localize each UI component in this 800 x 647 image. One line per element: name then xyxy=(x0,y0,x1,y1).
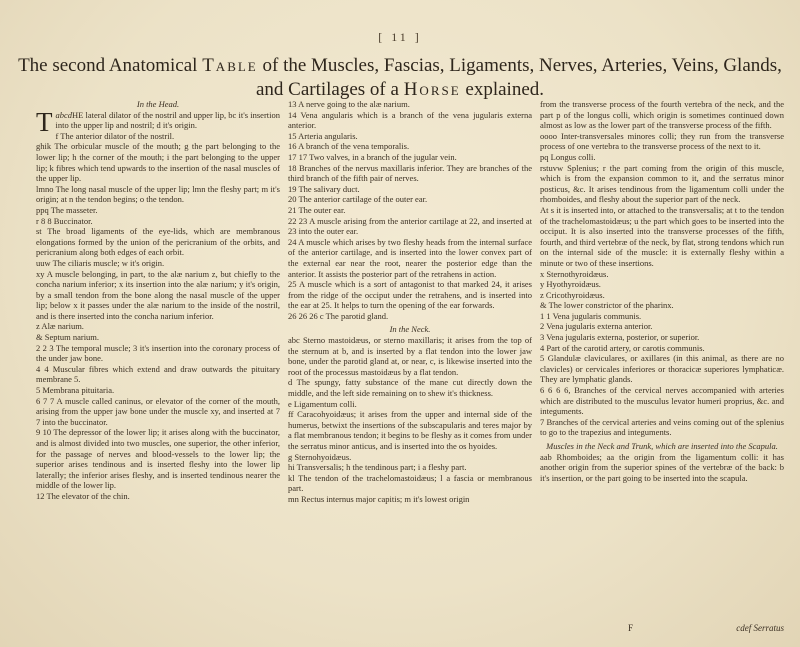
title-line-1: The second Anatomical Table of the Muscles, Fascias, Ligaments, Nerves, Arteries, Veins, Glands, xyxy=(18,55,782,76)
paragraph: ghik The orbicular muscle of the mouth; g the part belonging to the lower lip; h the corner of the mouth; i the part belonging to the upper lip; k fibres which tend upwards to the insertion of the nasal muscles of the upper lip. xyxy=(36,141,280,184)
section-heading-scapula: Muscles in the Neck and Trunk, which are inserted into the Scapula. xyxy=(546,441,778,451)
section-heading-neck: In the Neck. xyxy=(389,324,431,335)
paragraph: 5 Membrana pituitaria. xyxy=(36,385,115,396)
column-3 xyxy=(540,99,784,483)
page-number: [ 11 ] xyxy=(378,30,422,44)
catchword: cdef Serratus xyxy=(736,623,784,633)
paragraph: 5 Glandulæ claviculares, or axillares (in this animal, as there are no clavicles) or cervicales inferiores or thoracicæ superiores lymphaticæ. They are lymphatic glands. xyxy=(540,353,784,385)
paragraph: 2 2 3 The temporal muscle; 3 it's insertion into the coronary process of the under jaw bone. xyxy=(36,342,280,364)
paragraph: x Sternothyroidæus. xyxy=(540,268,609,279)
paragraph: 6 6 6 6, Branches of the cervical nerves accompanied with arteries which are distributed to the musculus levator humeri proprius, &c. and integuments. xyxy=(540,385,784,417)
paragraph: 13 A nerve going to the alæ narium. xyxy=(288,99,410,109)
paragraph: z Cricothyroidæus. xyxy=(540,289,605,300)
paragraph: 22 23 A muscle arising from the anterior cartilage at 22, and inserted at 23 into the outer ear. xyxy=(288,215,532,237)
paragraph: 18 Branches of the nervus maxillaris inferior. They are branches of the third branch of the fifth pair of nerves. xyxy=(288,162,532,184)
paragraph: rstuvw Splenius; r the part coming from the origin of this muscle, which is from the expansion common to it, and the serratus minor posticus, &c. It arises tendinous from the ligamentum colli under the rhomboides, and fleshy about the superior part of the neck. xyxy=(540,162,784,205)
paragraph: oooo Inter-transversales minores colli; they run from the transverse process of one vertebra to the transverse process of the next to it. xyxy=(540,130,784,152)
paragraph: 2 Vena jugularis externa anterior. xyxy=(540,321,653,332)
paragraph: abcd T HE lateral dilator of the nostril and upper lip, bc it's insertion into the upper lip and nostril; d it's origin. xyxy=(36,106,280,137)
paragraph: 15 Arteria angularis. xyxy=(288,130,358,141)
page-title xyxy=(0,54,800,102)
paragraph: r 8 8 Buccinator. xyxy=(36,215,93,226)
paragraph: d The spungy, fatty substance of the mane cut directly down the middle, and the left side remaining on to shew it's thickness. xyxy=(288,377,532,399)
paragraph: abc Sterno mastoidæus, or sterno maxillaris; it arises from the top of the sternum at b, and is inserted by a flat tendon into the lower jaw bone, under the parotid gland at, or near, c, is likewise inserted into the root of the processus mastoidæus by a flat tendon. xyxy=(288,335,532,377)
paragraph: 19 The salivary duct. xyxy=(288,183,360,194)
paragraph: 25 A muscle which is a sort of antagonist to that marked 24, it arises from the ridge of the occiput under the retrahens, and is inserted into the ear at 25. It helps to turn the opening of the ear forwards. xyxy=(288,279,532,311)
paragraph: pq Longus colli. xyxy=(540,151,596,162)
signature-mark: F xyxy=(628,623,634,633)
paragraph: mn Rectus internus major capitis; m it's lowest origin xyxy=(288,493,470,504)
paragraph: e Ligamentum colli. xyxy=(288,398,357,409)
paragraph: 14 Vena angularis which is a branch of the vena jugularis externa anterior. xyxy=(288,109,532,131)
paragraph: At s it is inserted into, or attached to the transversalis; at t to the tendon of the trachelomastoidæus; u the part which goes to be inserted into the occiput. It is also inserted into the transverse processes of the fifth, fourth, and third vertebræ of the neck, by flat, strong tendons which run on the internal side of the muscle: it is externally fleshy within a minute or two of these insertions. xyxy=(540,204,784,268)
paragraph: 20 The anterior cartilage of the outer ear. xyxy=(288,194,428,205)
paragraph: lmno The long nasal muscle of the upper lip; lmn the fleshy part; m it's origin; at n the tendon begins; o the tendon. xyxy=(36,183,280,205)
paragraph: f The anterior dilator of the nostril. xyxy=(55,130,175,141)
paragraph: & The lower constrictor of the pharinx. xyxy=(540,300,674,311)
paragraph: 3 Vena jugularis externa, posterior, or superior. xyxy=(540,332,700,343)
paragraph: 9 10 The depressor of the lower lip; it arises along with the buccinator, and is almost divided into two muscles, one superior, the other inferior, for the passage of nerves and blood-vessels to the lower lip; the superior arises tendinous and is inserted fleshy into the lower lip laterally; the inferior arises fleshy, and is inserted tendinous nearer the middle of the lower lip. xyxy=(36,427,280,491)
paragraph: 4 Part of the carotid artery, or carotis communis. xyxy=(540,342,705,353)
section-heading-head: In the Head. xyxy=(136,99,180,109)
paragraph: z Alæ narium. xyxy=(36,321,84,332)
column-2 xyxy=(288,99,532,505)
paragraph: g Sternohyoidæus. xyxy=(288,451,352,462)
paragraph: st The broad ligaments of the eye-lids, which are membranous elongations formed by the union of the pericranium of the orbits, and pericranium along both edges of each orbit. xyxy=(36,226,280,258)
column-1 xyxy=(36,99,280,502)
paragraph: 7 Branches of the cervical arteries and veins coming out of the splenius to go to the trapezius and integuments. xyxy=(540,416,784,438)
paragraph: 26 26 26 c The parotid gland. xyxy=(288,310,389,321)
paragraph: 1 1 Vena jugularis communis. xyxy=(540,310,642,321)
paragraph: & Septum narium. xyxy=(36,332,100,343)
paragraph: xy A muscle belonging, in part, to the alæ narium z, but chiefly to the concha narium inferior; x its insertion into the alæ narium; y it's origin, by a small tendon from the bone along the nasal muscle of the upper lip; below x it passes under the alæ narium to the inside of the nostril, and is there inserted into the concha narium inferior. xyxy=(36,268,280,321)
paragraph: aab Rhomboides; aa the origin from the ligamentum colli: it has another origin from the superior spines of the vertebræ of the back: b it's insertion, or the part going to be inserted into the scapula. xyxy=(540,451,784,483)
paragraph: kl The tendon of the trachelomastoidæus; l a fascia or membranous part. xyxy=(288,472,532,494)
paragraph: hi Transversalis; h the tendinous part; i a fleshy part. xyxy=(288,462,467,473)
paragraph: uuw The ciliaris muscle; w it's origin. xyxy=(36,257,165,268)
paragraph: ff Caracohyoidæus; it arises from the upper and internal side of the humerus, betwixt the insertions of the subscapularis and teres major by a flat membranous tendon; it begins to be fleshy as it comes from under the serratus minor anticus, and is inserted into the os hyoides. xyxy=(288,409,532,451)
paragraph: from the transverse process of the fourth vertebra of the neck, and the part p of the longus colli, which origin is sometimes continued down almost as low as the lower part of the transverse process of the fifth. xyxy=(540,99,784,131)
paragraph: 16 A branch of the vena temporalis. xyxy=(288,141,410,152)
title-line-2: and Cartilages of a Horse explained. xyxy=(255,79,545,100)
paragraph: y Hyothyroidæus. xyxy=(540,279,601,290)
paragraph: ppq The masseter. xyxy=(36,204,98,215)
paragraph: 12 The elevator of the chin. xyxy=(36,490,130,501)
paragraph: 4 4 Muscular fibres which extend and draw outwards the pituitary membrane 5. xyxy=(36,363,280,385)
paragraph: 24 A muscle which arises by two fleshy heads from the internal surface of the anterior cartilage, and is inserted into the lower convex part of the external ear near the root, nearer the posterior edge than the anterior. It assists the posterior part of the retrahens in action. xyxy=(288,236,532,279)
paragraph: 17 17 Two valves, in a branch of the jugular vein. xyxy=(288,151,457,162)
paragraph: 6 7 7 A muscle called caninus, or elevator of the corner of the mouth, arising from the upper jaw bone under the muscle xy, and inserted at 7 7 into the buccinator. xyxy=(36,395,280,427)
paragraph: 21 The outer ear. xyxy=(288,204,346,215)
drop-cap: T xyxy=(36,106,53,137)
